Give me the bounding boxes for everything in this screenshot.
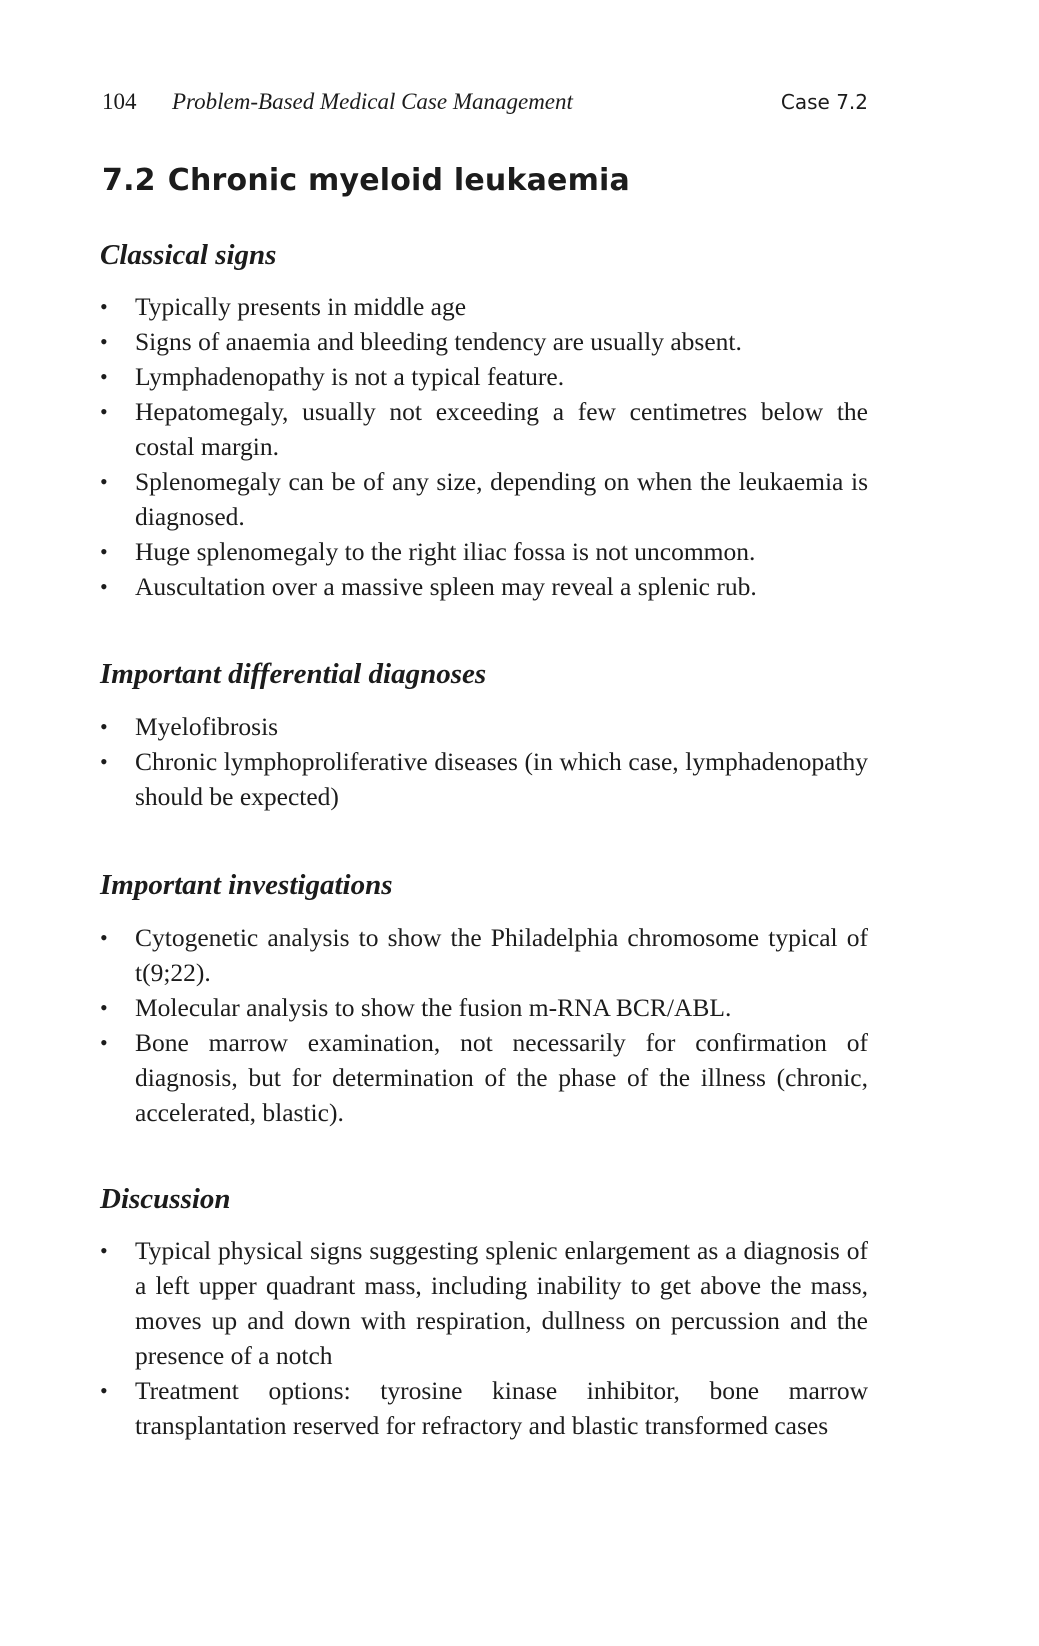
book-title: Problem-Based Medical Case Management	[172, 89, 573, 114]
chapter-title-text: Chronic myeloid leukaemia	[167, 163, 630, 198]
list-item: • Typically presents in middle age	[100, 289, 868, 324]
chapter-title	[102, 158, 630, 204]
discussion-list	[100, 1233, 868, 1443]
list-item: • Auscultation over a massive spleen may reveal a splenic rub.	[100, 569, 868, 604]
list-item: • Cytogenetic analysis to show the Philadelphia chromosome typical of t(9;22).	[100, 920, 868, 990]
list-item: • Typical physical signs suggesting splenic enlargement as a diagnosis of a left upper quadrant mass, including inability to get above the mass, moves up and down with respiration, dullness on percussion and the presence of a notch	[100, 1233, 868, 1373]
case-reference: Case 7.2	[780, 90, 868, 114]
running-head	[102, 84, 868, 120]
section-heading-differential-diagnoses: Important differential diagnoses	[100, 658, 487, 690]
list-item: • Bone marrow examination, not necessarily for confirmation of diagnosis, but for determination of the phase of the illness (chronic, accelerated, blastic).	[100, 1025, 868, 1130]
list-item: • Hepatomegaly, usually not exceeding a few centimetres below the costal margin.	[100, 394, 868, 464]
list-item: • Treatment options: tyrosine kinase inhibitor, bone marrow transplantation reserved for refractory and blastic transformed cases	[100, 1373, 868, 1443]
classical-signs-list	[100, 289, 868, 604]
list-item: • Splenomegaly can be of any size, depending on when the leukaemia is diagnosed.	[100, 464, 868, 534]
list-item: • Huge splenomegaly to the right iliac fossa is not uncommon.	[100, 534, 868, 569]
section-heading-classical-signs: Classical signs	[100, 239, 277, 271]
differential-diagnoses-list	[100, 709, 868, 814]
list-item: • Lymphadenopathy is not a typical feature.	[100, 359, 868, 394]
section-heading-investigations: Important investigations	[100, 869, 393, 901]
section-heading-discussion: Discussion	[100, 1183, 231, 1215]
list-item: • Signs of anaemia and bleeding tendency are usually absent.	[100, 324, 868, 359]
list-item: • Myelofibrosis	[100, 709, 868, 744]
chapter-number: 7.2	[102, 163, 156, 198]
list-item: • Chronic lymphoproliferative diseases (in which case, lymphadenopathy should be expected)	[100, 744, 868, 814]
investigations-list	[100, 920, 868, 1130]
page-number: 104	[102, 89, 137, 114]
list-item: • Molecular analysis to show the fusion m-RNA BCR/ABL.	[100, 990, 868, 1025]
